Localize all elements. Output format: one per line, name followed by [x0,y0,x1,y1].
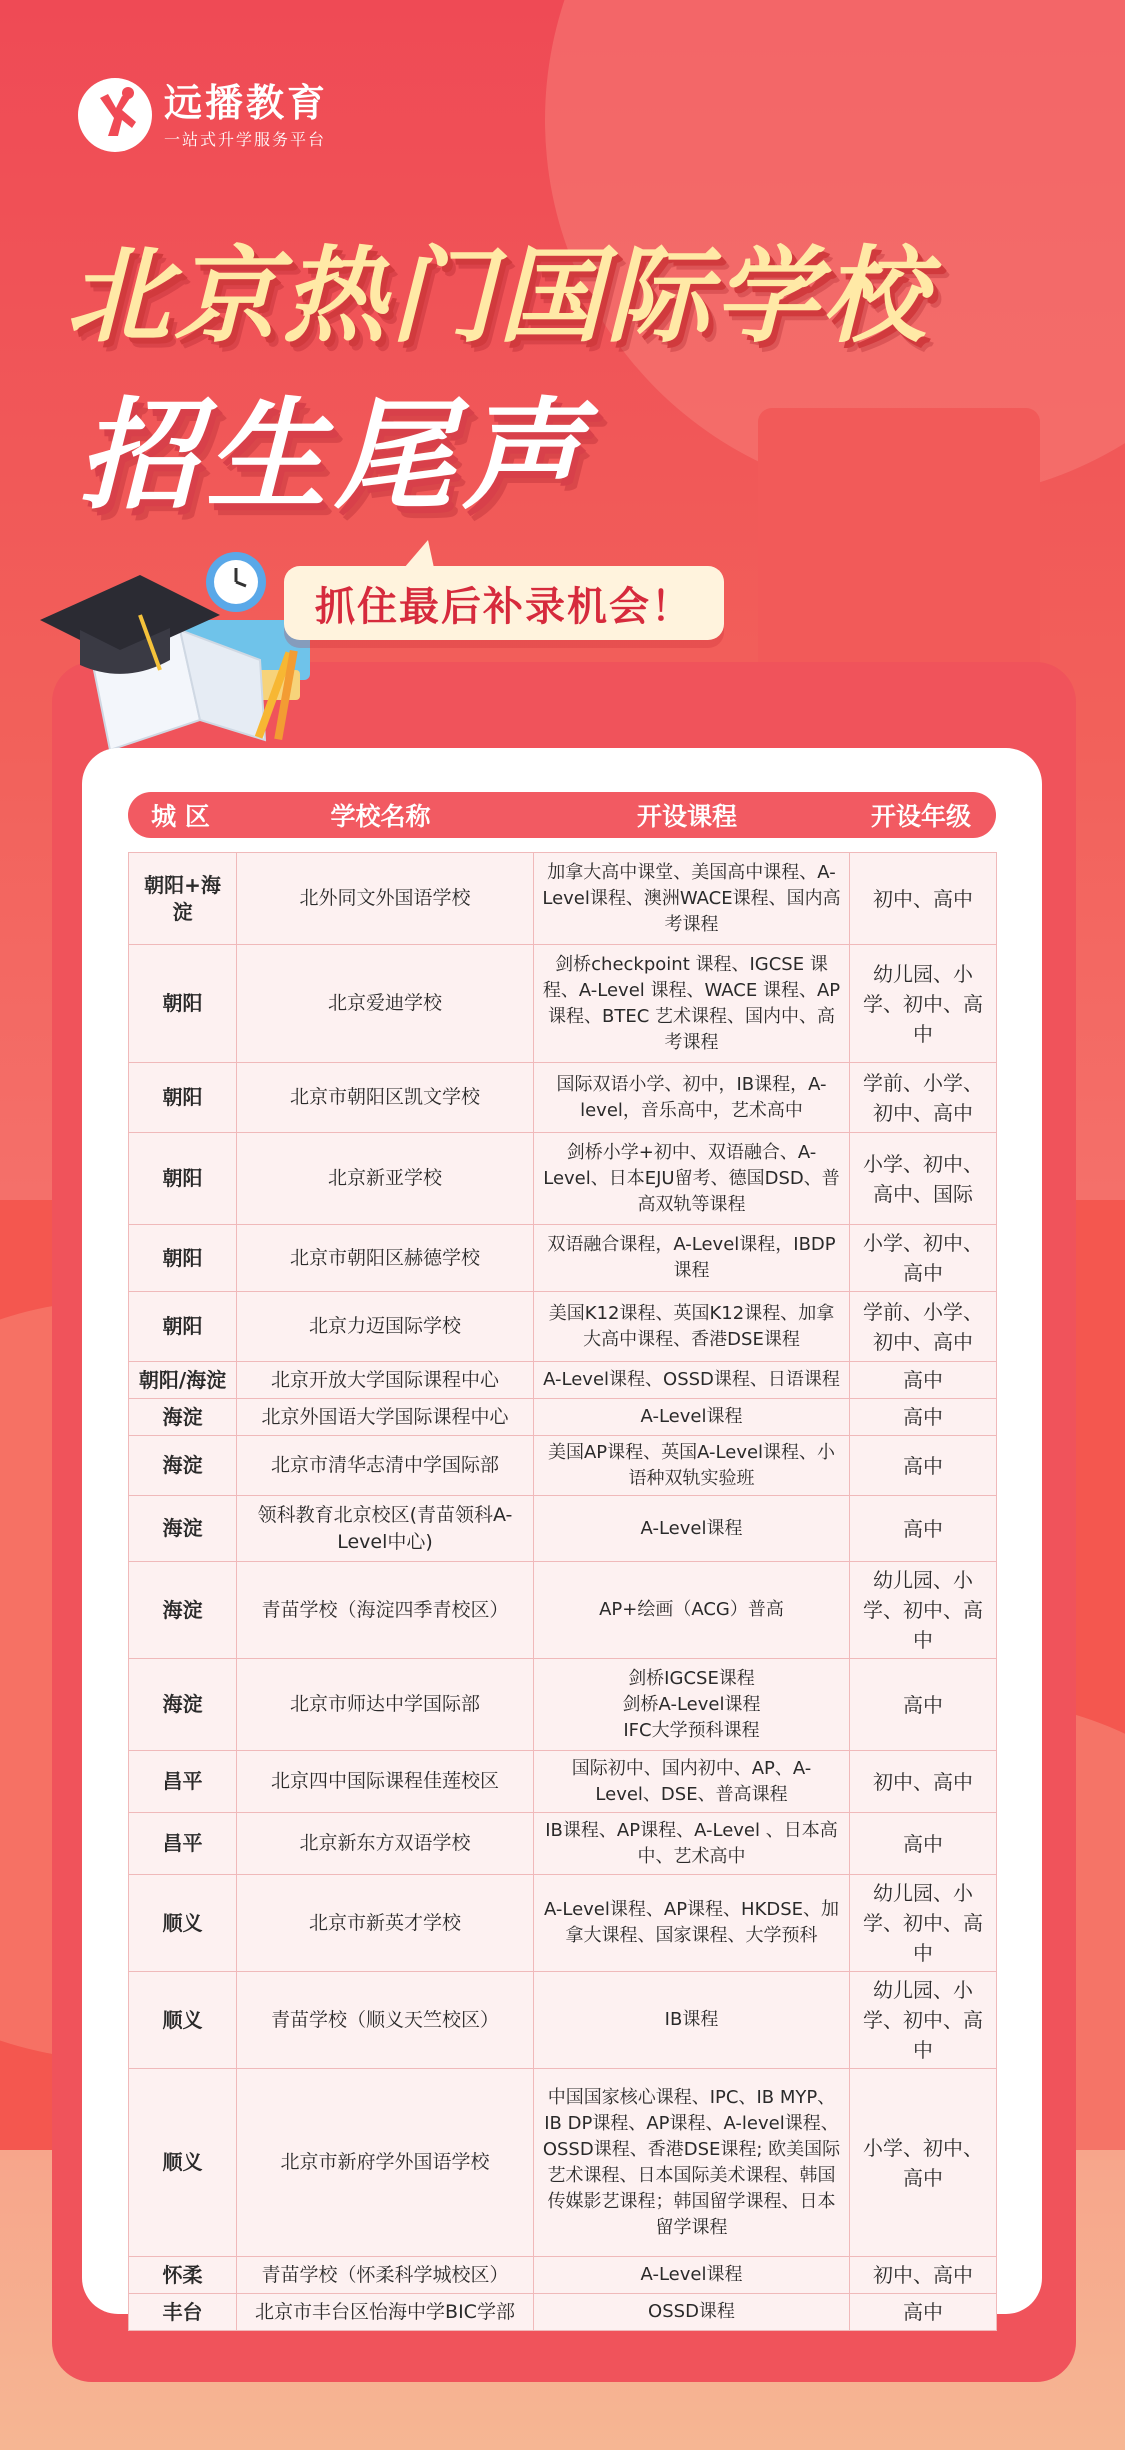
cell-school: 北京开放大学国际课程中心 [237,1362,534,1399]
cell-district: 朝阳 [129,1063,237,1133]
cell-courses: IB课程、AP课程、A-Level 、日本高中、艺术高中 [534,1813,850,1875]
cell-district: 朝阳 [129,1133,237,1225]
cell-grades: 高中 [850,1496,997,1562]
cell-courses: 双语融合课程，A-Level课程，IBDP课程 [534,1225,850,1292]
cell-school: 北京市师达中学国际部 [237,1659,534,1751]
cell-courses: A-Level课程、AP课程、HKDSE、加拿大课程、国家课程、大学预科 [534,1875,850,1972]
table-row [129,853,997,945]
cell-district: 朝阳/海淀 [129,1362,237,1399]
cell-grades: 小学、初中、高中 [850,1225,997,1292]
cell-school: 青苗学校（顺义天竺校区） [237,1972,534,2069]
headline-subtitle: 招生尾声 [78,387,590,526]
cell-courses: 国际双语小学、初中，IB课程，A-level，音乐高中，艺术高中 [534,1063,850,1133]
cell-grades: 学前、小学、初中、高中 [850,1292,997,1362]
cell-courses: 国际初中、国内初中、AP、A-Level、DSE、普高课程 [534,1751,850,1813]
cell-school: 北京新东方双语学校 [237,1813,534,1875]
cell-courses: 美国K12课程、英国K12课程、加拿大高中课程、香港DSE课程 [534,1292,850,1362]
cell-school: 北京市新府学外国语学校 [237,2069,534,2257]
table-row [129,945,997,1063]
table-row [129,1399,997,1436]
cell-courses: 美国AP课程、英国A-Level课程、小语种双轨实验班 [534,1436,850,1496]
cell-district: 海淀 [129,1399,237,1436]
callout-text: 抓住最后补录机会！ [315,583,693,630]
headline-title: 北京热门国际学校 [66,235,931,357]
cell-grades: 高中 [850,1362,997,1399]
table-row [129,1659,997,1751]
cell-school: 北京新亚学校 [237,1133,534,1225]
table-row [129,1813,997,1875]
cell-school: 北京力迈国际学校 [237,1292,534,1362]
cell-school: 北京市朝阳区凯文学校 [237,1063,534,1133]
cell-grades: 高中 [850,1813,997,1875]
table-row [129,1751,997,1813]
cell-courses: A-Level课程 [534,2257,850,2294]
cell-school: 北京市朝阳区赫德学校 [237,1225,534,1292]
graduation-cap-book-clock-icon [30,520,330,750]
cell-school: 北京爱迪学校 [237,945,534,1063]
cell-district: 丰台 [129,2294,237,2331]
table-row [129,1496,997,1562]
table-row [129,2069,997,2257]
cell-district: 怀柔 [129,2257,237,2294]
cell-grades: 幼儿园、小学、初中、高中 [850,945,997,1063]
cell-grades: 高中 [850,1436,997,1496]
cell-district: 昌平 [129,1813,237,1875]
cell-grades: 幼儿园、小学、初中、高中 [850,1875,997,1972]
cell-grades: 初中、高中 [850,1751,997,1813]
brand-logo [78,78,328,152]
cell-courses: 剑桥IGCSE课程 剑桥A-Level课程 IFC大学预科课程 [534,1659,850,1751]
table-row [129,1875,997,1972]
header-grades: 开设年级 [870,802,971,831]
cell-district: 朝阳 [129,1292,237,1362]
cell-courses: 剑桥小学+初中、双语融合、A-Level、日本EJU留考、德国DSD、普高双轨等课程 [534,1133,850,1225]
cell-courses: 剑桥checkpoint 课程、IGCSE 课程、A-Level 课程、WACE 课程、AP课程、BTEC 艺术课程、国内中、高考课程 [534,945,850,1063]
cell-grades: 初中、高中 [850,2257,997,2294]
cell-school: 领科教育北京校区(青苗领科A-Level中心) [237,1496,534,1562]
table-row [129,2294,997,2331]
cell-courses: A-Level课程 [534,1496,850,1562]
table-row [129,1292,997,1362]
cell-courses: AP+绘画（ACG）普高 [534,1562,850,1659]
cell-grades: 高中 [850,2294,997,2331]
cell-grades: 小学、初中、高中 [850,2069,997,2257]
cell-district: 海淀 [129,1496,237,1562]
cell-grades: 高中 [850,1399,997,1436]
cell-courses: A-Level课程 [534,1399,850,1436]
table-row [129,1972,997,2069]
cell-school: 北外同文外国语学校 [237,853,534,945]
brand-logo-icon [78,78,152,152]
cell-district: 海淀 [129,1436,237,1496]
cell-courses: 加拿大高中课堂、美国高中课程、A-Level课程、澳洲WACE课程、国内高考课程 [534,853,850,945]
table-row [129,2257,997,2294]
table-row [129,1436,997,1496]
cell-grades: 小学、初中、高中、国际 [850,1133,997,1225]
header-district: 城 区 [151,802,210,831]
cell-school: 北京市新英才学校 [237,1875,534,1972]
table-header [128,792,996,838]
cell-district: 朝阳 [129,1225,237,1292]
table-row [129,1562,997,1659]
cell-district: 昌平 [129,1751,237,1813]
cell-grades: 高中 [850,1659,997,1751]
cell-grades: 幼儿园、小学、初中、高中 [850,1562,997,1659]
table-row [129,1133,997,1225]
cell-school: 北京四中国际课程佳莲校区 [237,1751,534,1813]
cell-district: 顺义 [129,2069,237,2257]
cell-district: 海淀 [129,1562,237,1659]
cell-grades: 幼儿园、小学、初中、高中 [850,1972,997,2069]
table-row [129,1063,997,1133]
cell-district: 朝阳+海淀 [129,853,237,945]
header-courses: 开设课程 [636,802,737,831]
callout-bubble [284,566,724,640]
cell-courses: 中国国家核心课程、IPC、IB MYP、IB DP课程、AP课程、A-level课程、OSSD课程、香港DSE课程; 欧美国际艺术课程、日本国际美术课程、韩国传媒影艺课程；韩国留学课程、日本留学课程 [534,2069,850,2257]
header-school: 学校名称 [330,802,431,831]
cell-courses: IB课程 [534,1972,850,2069]
cell-district: 顺义 [129,1972,237,2069]
cell-district: 顺义 [129,1875,237,1972]
table-row [129,1225,997,1292]
cell-district: 朝阳 [129,945,237,1063]
cell-school: 北京外国语大学国际课程中心 [237,1399,534,1436]
cell-courses: A-Level课程、OSSD课程、日语课程 [534,1362,850,1399]
brand-name: 远播教育 [164,80,329,125]
cell-school: 青苗学校（怀柔科学城校区） [237,2257,534,2294]
school-table [128,852,997,2331]
cell-school: 青苗学校（海淀四季青校区） [237,1562,534,1659]
cell-district: 海淀 [129,1659,237,1751]
cell-school: 北京市丰台区怡海中学BIC学部 [237,2294,534,2331]
cell-school: 北京市清华志清中学国际部 [237,1436,534,1496]
brand-tagline: 一站式升学服务平台 [164,129,327,149]
cell-courses: OSSD课程 [534,2294,850,2331]
table-row [129,1362,997,1399]
cell-grades: 学前、小学、初中、高中 [850,1063,997,1133]
cell-grades: 初中、高中 [850,853,997,945]
